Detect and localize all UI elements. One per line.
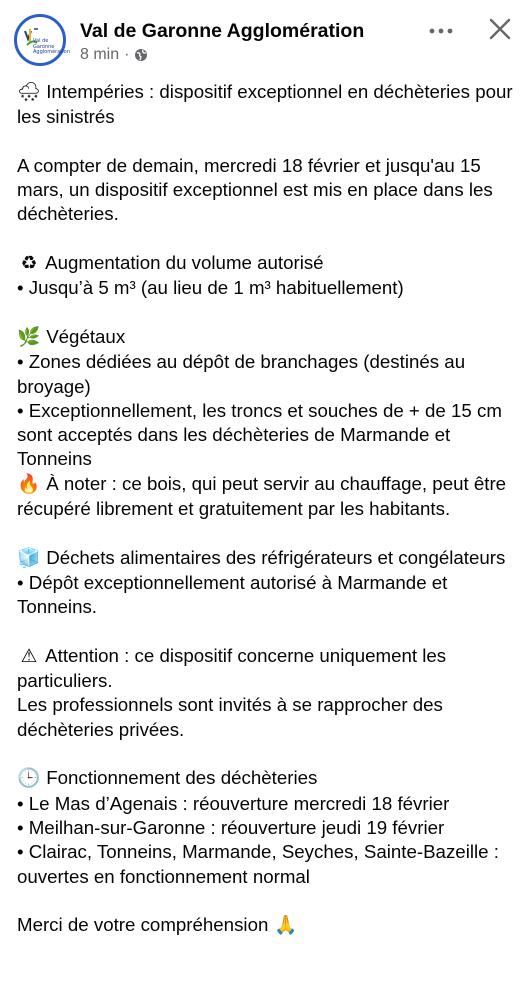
avatar[interactable]	[14, 14, 70, 66]
post-meta	[80, 46, 148, 64]
post-closing	[17, 913, 517, 938]
section-vegetaux-note-text: À noter : ce bois, qui peut servir au chauffage, peut être récupéré librement et gratuitement par les habitants.	[17, 472, 507, 520]
cloud-rain-snow-icon: 🌨	[17, 82, 41, 103]
section-attention-heading: Attention : ce dispositif concerne uniquement les particuliers.	[17, 644, 447, 692]
section-hours	[17, 766, 517, 888]
meta-separator: ·	[124, 46, 130, 63]
close-button[interactable]	[485, 14, 515, 44]
section-vegetaux-heading: Végétaux	[46, 325, 126, 347]
avatar-logo-text: Val de Garonne Agglomération	[33, 38, 70, 55]
section-volume	[17, 251, 517, 301]
section-volume-heading: Augmentation du volume autorisé	[45, 252, 324, 274]
section-vegetaux-line: • Exceptionnellement, les troncs et souches de + de 15 cm sont acceptés dans les déchèteries de Marmande et Tonneins	[17, 399, 502, 470]
page-name[interactable]: Val de Garonne Agglomération	[80, 20, 365, 42]
section-volume-line: • Jusqu’à 5 m³ (au lieu de 1 m³ habituellement)	[17, 277, 404, 299]
section-food	[17, 546, 517, 620]
section-vegetaux-line: • Zones dédiées au dépôt de branchages (destinés au broyage)	[17, 351, 466, 397]
section-hours-line: • Le Mas d’Agenais : réouverture mercredi 18 février	[17, 792, 450, 814]
section-hours-line: • Clairac, Tonneins, Marmande, Seyches, Sainte-Bazeille : ouvertes en fonctionnement normal	[17, 841, 499, 887]
section-food-heading: Déchets alimentaires des réfrigérateurs et congélateurs	[46, 546, 506, 568]
section-hours-heading: Fonctionnement des déchèteries	[46, 767, 318, 789]
section-attention	[17, 644, 517, 742]
close-icon	[489, 18, 511, 40]
warning-icon: ⚠	[20, 645, 38, 667]
section-vegetaux	[17, 325, 517, 472]
section-vegetaux-note	[17, 472, 517, 522]
folded-hands-icon: 🙏	[273, 915, 298, 937]
section-attention-line: Les professionnels sont invités à se rapprocher des déchèteries privées.	[17, 694, 443, 740]
section-hours-line: • Meilhan-sur-Garonne : réouverture jeudi 19 février	[17, 816, 445, 838]
post-closing-text: Merci de votre compréhension	[17, 914, 269, 936]
post-intro: A compter de demain, mercredi 18 février et jusqu'au 15 mars, un dispositif exceptionnel est mis en place dans les déchèteries.	[17, 154, 493, 225]
post-title: Intempéries : dispositif exceptionnel en déchèteries pour les sinistrés	[17, 81, 513, 128]
post-body	[17, 80, 517, 938]
post-title-paragraph	[17, 80, 517, 130]
recycle-icon: ♻	[20, 253, 38, 275]
more-options-button[interactable]	[426, 16, 456, 46]
ellipsis-icon	[429, 28, 453, 34]
herb-icon: 🌿	[17, 326, 41, 348]
post-header	[0, 0, 530, 80]
fire-icon: 🔥	[17, 473, 41, 495]
clock-icon: 🕒	[17, 768, 41, 790]
post-time[interactable]: 8 min	[80, 46, 120, 63]
globe-icon	[134, 48, 148, 62]
section-food-line: • Dépôt exceptionnellement autorisé à Marmande et Tonneins.	[17, 571, 448, 618]
ice-cube-icon: 🧊	[17, 547, 41, 569]
